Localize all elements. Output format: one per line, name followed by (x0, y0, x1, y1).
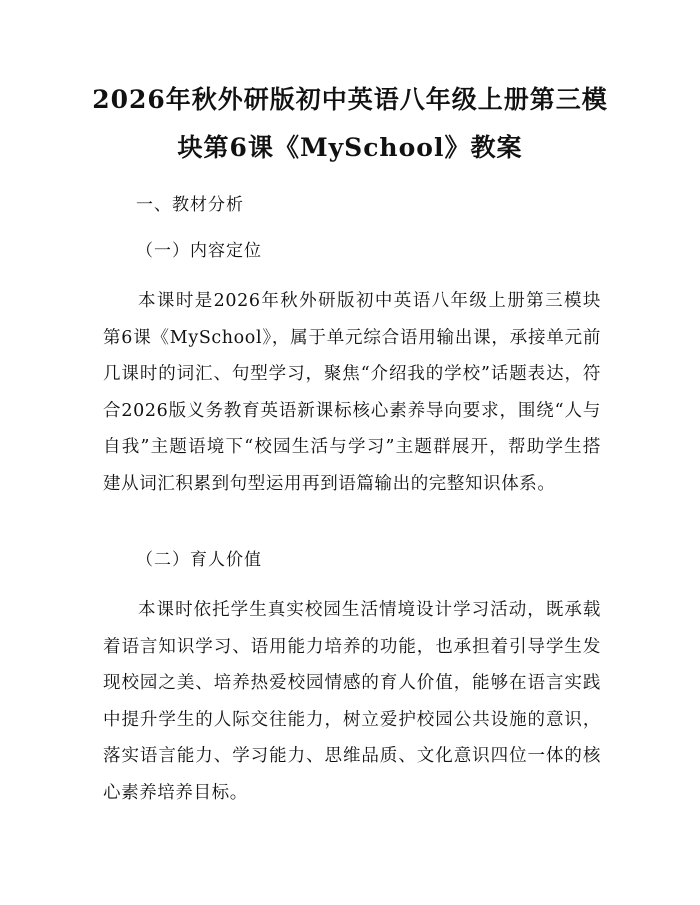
title-line-1: 2026年秋外研版初中英语八年级上册第三模 (92, 85, 608, 114)
paragraph-educational-value: 本课时依托学生真实校园生活情境设计学习活动，既承载着语言知识学习、语用能力培养的功能，也承担着引导学生发现校园之美、培养热爱校园情感的育人价值，能够在语言实践中提升学生的人际交往能力，树立爱护校园公共设施的意识，落实语言能力、学习能力、思维品质、文化意识四位一体的核心素养培养目标。 (103, 600, 601, 803)
document-title (60, 76, 640, 172)
subsection-heading-educational-value: （二）育人价值 (136, 550, 262, 570)
section-heading-textbook-analysis: 一、教材分析 (136, 195, 244, 215)
subsection-heading-content-positioning: （一）内容定位 (136, 241, 262, 261)
title-line-2: 块第6课《MySchool》教案 (177, 133, 523, 162)
paragraph-content-positioning: 本课时是2026年秋外研版初中英语八年级上册第三模块第6课《MySchool》，属于单元综合语用输出课，承接单元前几课时的词汇、句型学习，聚焦“介绍我的学校”话题表达，符合2026版义务教育英语新课标核心素养导向要求，围绕“人与自我”主题语境下“校园生活与学习”主题群展开，帮助学生搭建从词汇积累到句型运用再到语篇输出的完整知识体系。 (103, 291, 601, 494)
